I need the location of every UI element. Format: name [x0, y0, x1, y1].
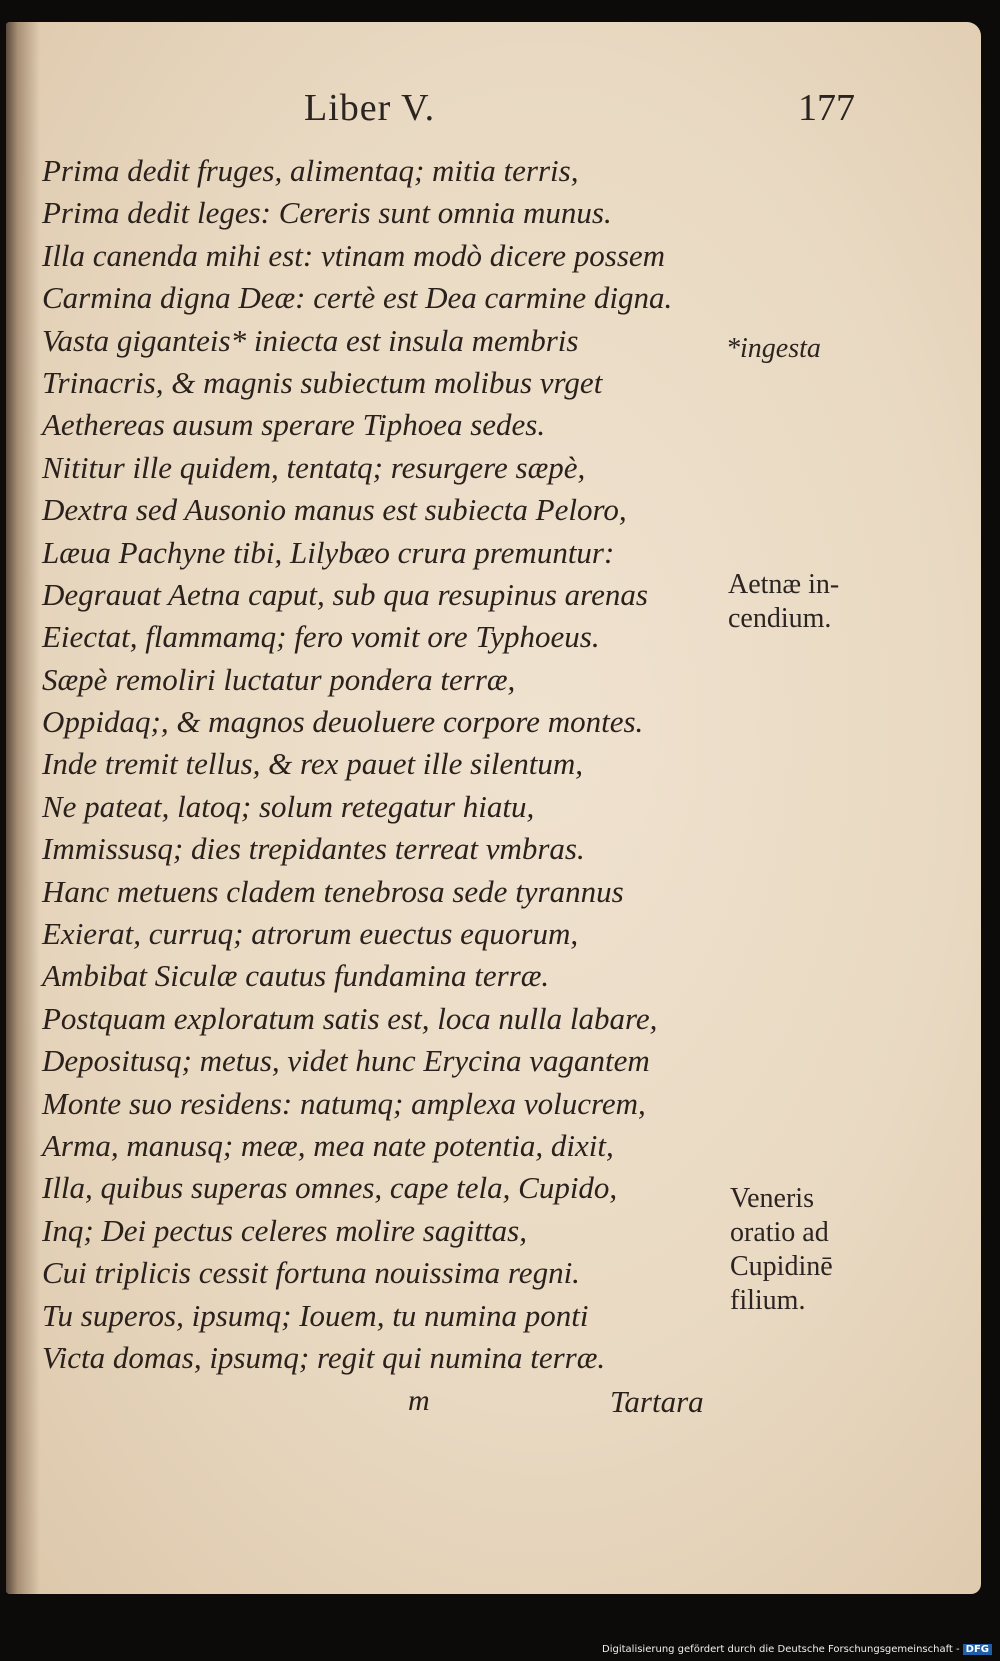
- catchword: Tartara: [610, 1384, 704, 1419]
- running-title: Liber V.: [304, 87, 436, 129]
- margin-note-veneris-oratio: Veneris oratio ad Cupidinē filium.: [730, 1183, 833, 1316]
- verse-line: Sæpè remoliri luctatur pondera terræ,: [42, 661, 516, 697]
- margin-note-aetnae-incendium: Aetnæ in- cendium.: [728, 569, 840, 634]
- page-gutter-shadow: [6, 22, 40, 1594]
- credit-text: Digitalisierung gefördert durch die Deutsche Forschungsgemeinschaft -: [602, 1644, 960, 1655]
- verse-line: Immissusq; dies trepidantes terreat vmbras.: [42, 831, 585, 867]
- verse-line: Trinacris, & magnis subiectum molibus vrget: [42, 364, 603, 400]
- margin-note-ingesta: *ingesta: [726, 333, 821, 364]
- verse-line: Tu superos, ipsumq; Iouem, tu numina ponti: [42, 1297, 589, 1333]
- verse-list: [42, 150, 742, 1379]
- verse-line: Ambibat Siculæ cautus fundamina terræ.: [42, 958, 550, 994]
- verse-line: Illa canenda mihi est: vtinam modò dicere possem: [42, 237, 666, 273]
- verse-line: Degrauat Aetna caput, sub qua resupinus arenas: [42, 576, 648, 612]
- verse-line: Monte suo residens: natumq; amplexa volucrem,: [42, 1085, 646, 1121]
- signature-mark: m: [408, 1384, 430, 1417]
- dfg-logo: DFG: [963, 1644, 992, 1655]
- book-page: [6, 22, 981, 1594]
- verse-line: Depositusq; metus, videt hunc Erycina vagantem: [42, 1043, 650, 1079]
- verse-line: Exierat, curruq; atrorum euectus equorum,: [42, 916, 579, 952]
- verse-line: Illa, quibus superas omnes, cape tela, Cupido,: [42, 1170, 618, 1206]
- digitization-credit: [602, 1644, 992, 1655]
- verse-line: Læua Pachyne tibi, Lilybæo crura premuntur:: [42, 534, 615, 570]
- verse-line: Prima dedit fruges, alimentaq; mitia terris,: [42, 153, 579, 188]
- verse-line: Eiectat, flammamq; fero vomit ore Typhoeus.: [42, 619, 600, 655]
- verse-line: Victa domas, ipsumq; regit qui numina terræ.: [42, 1339, 606, 1375]
- verse-line: Dextra sed Ausonio manus est subiecta Peloro,: [42, 492, 627, 528]
- verse-line: Nititur ille quidem, tentatq; resurgere sæpè,: [42, 449, 586, 485]
- verse-line: Vasta giganteis* iniecta est insula membris: [42, 322, 579, 358]
- verse-line: Inde tremit tellus, & rex pauet ille silentum,: [42, 746, 583, 782]
- verse-line: Inq; Dei pectus celeres molire sagittas,: [42, 1212, 527, 1248]
- verse-line: Arma, manusq; meæ, mea nate potentia, dixit,: [42, 1127, 614, 1163]
- verse-line: Aethereas ausum sperare Tiphoea sedes.: [42, 407, 546, 443]
- verse-line: Hanc metuens cladem tenebrosa sede tyrannus: [42, 873, 624, 909]
- verse-line: Cui triplicis cessit fortuna nouissima regni.: [42, 1255, 580, 1291]
- verse-line: Carmina digna Deæ: certè est Dea carmine digna.: [42, 280, 673, 316]
- verse-line: Prima dedit leges: Cereris sunt omnia munus.: [42, 195, 612, 231]
- verse-line: Postquam exploratum satis est, loca nulla labare,: [42, 1000, 658, 1036]
- verse-line: Ne pateat, latoq; solum retegatur hiatu,: [42, 788, 535, 824]
- page-number: 177: [798, 87, 855, 129]
- verse-line: Oppidaq;, & magnos deuoluere corpore montes.: [42, 704, 644, 740]
